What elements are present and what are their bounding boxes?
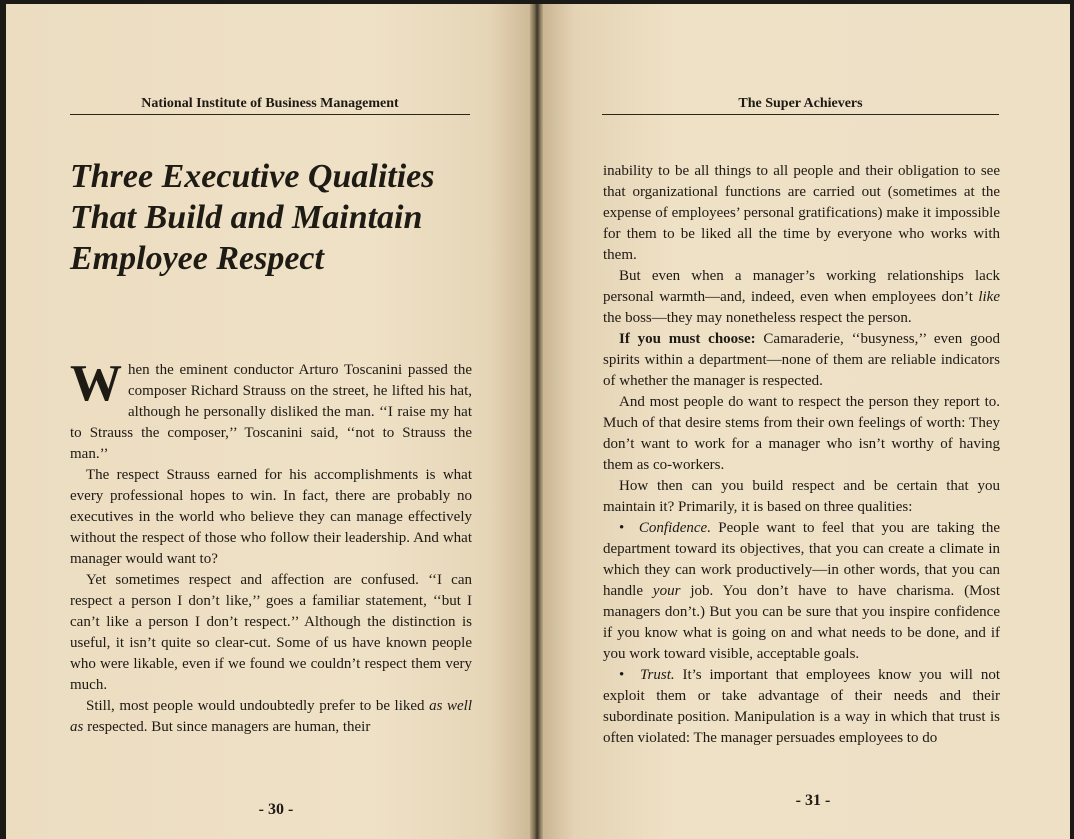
- right-page: [543, 4, 1070, 839]
- bullet-label: Trust.: [640, 667, 675, 683]
- paragraph: [70, 355, 472, 465]
- paragraph: [603, 266, 1000, 329]
- drop-cap: W: [70, 355, 122, 412]
- paragraph: And most people do want to respect the person they report to. Much of that desire stems from their own feelings of worth: They don’t want to work for a manager who isn’t worthy of having them as co-workers.: [603, 394, 1000, 473]
- paragraph-text: job. You don’t have to have charisma. (Most managers don’t.) But you can be sure that you inspire confidence if you know what is going on and what needs to be done, and if you work toward visible, acceptable goals.: [603, 583, 1000, 662]
- bullet-item: [603, 518, 1000, 665]
- left-page: [6, 4, 530, 839]
- paragraph-text: Still, most people would undoubtedly prefer to be liked: [86, 698, 430, 714]
- paragraph: inability to be all things to all people and their obligation to see that organizational functions are carried out (sometimes at the expense of employees’ personal gratifications) make it impossible for them to be liked all the time by everyone who works with them.: [603, 163, 1000, 263]
- right-running-head: The Super Achievers: [602, 96, 999, 115]
- left-body-text: [70, 355, 472, 738]
- left-running-head: National Institute of Business Management: [70, 96, 470, 115]
- paragraph: The respect Strauss earned for his accomplishments is what every professional hopes to win. In fact, there are probably no executives in the world who believe they can manage effectively without the respect of those who follow their leadership. And what manager would want to?: [70, 467, 472, 567]
- paragraph-text: People want to feel that you are taking the department toward its objectives, that you can create a climate in which they can work productively—in other words, that you can handle: [603, 520, 1001, 599]
- paragraph-text: It’s important that employees know you will not exploit them or take advantage of their needs and their subordinate position. Manipulation is a way in which that trust is often violated: The manager persuades employees to do: [603, 667, 1000, 746]
- bold-lead-in: If you must choose:: [619, 331, 756, 347]
- paragraph: [603, 329, 1000, 392]
- emphasis-text: as well as: [70, 698, 472, 735]
- emphasis-text: your: [652, 583, 681, 599]
- chapter-title: Three Executive Qualities That Build and Maintain Employee Respect: [70, 158, 435, 277]
- paragraph-text: But even when a manager’s working relationships lack personal warmth—and, indeed, even when employees don’t: [603, 268, 1000, 305]
- emphasis-text: like: [978, 289, 1000, 305]
- paragraph: [70, 696, 472, 738]
- paragraph-text: Camaraderie, ‘‘busyness,’’ even good spirits within a department—none of them are reliable indicators of whether the manager is respected.: [603, 331, 1000, 389]
- book-gutter: [530, 4, 543, 839]
- bullet-item: [603, 665, 1000, 749]
- page-number-left: - 30 -: [258, 801, 294, 818]
- page-number-right: - 31 -: [795, 792, 831, 809]
- paragraph: How then can you build respect and be certain that you maintain it? Primarily, it is based on three qualities:: [603, 478, 1000, 515]
- right-body-text: [603, 161, 1000, 749]
- bullet-icon: •: [619, 520, 625, 536]
- bullet-label: Confidence.: [638, 520, 711, 536]
- paragraph-text: hen the eminent conductor Arturo Toscanini passed the composer Richard Strauss on the street, he lifted his hat, although he personally disliked the man. ‘‘I raise my hat to Strauss the composer,’’ Toscanini said, ‘‘not to Strauss the man.’’: [70, 362, 472, 462]
- paragraph: Yet sometimes respect and affection are confused. ‘‘I can respect a person I don’t like,’’ goes a familiar statement, ‘‘but I can’t like a person I don’t respect.’’ Although the distinction is useful, it isn’t quite so clear-cut. Some of us have known people who were likable, even if we found we couldn’t respect them very much.: [70, 572, 472, 693]
- paragraph-text: the boss—they may nonetheless respect the person.: [603, 310, 912, 326]
- paragraph-text: respected. But since managers are human, their: [83, 719, 371, 735]
- bullet-icon: •: [619, 667, 625, 683]
